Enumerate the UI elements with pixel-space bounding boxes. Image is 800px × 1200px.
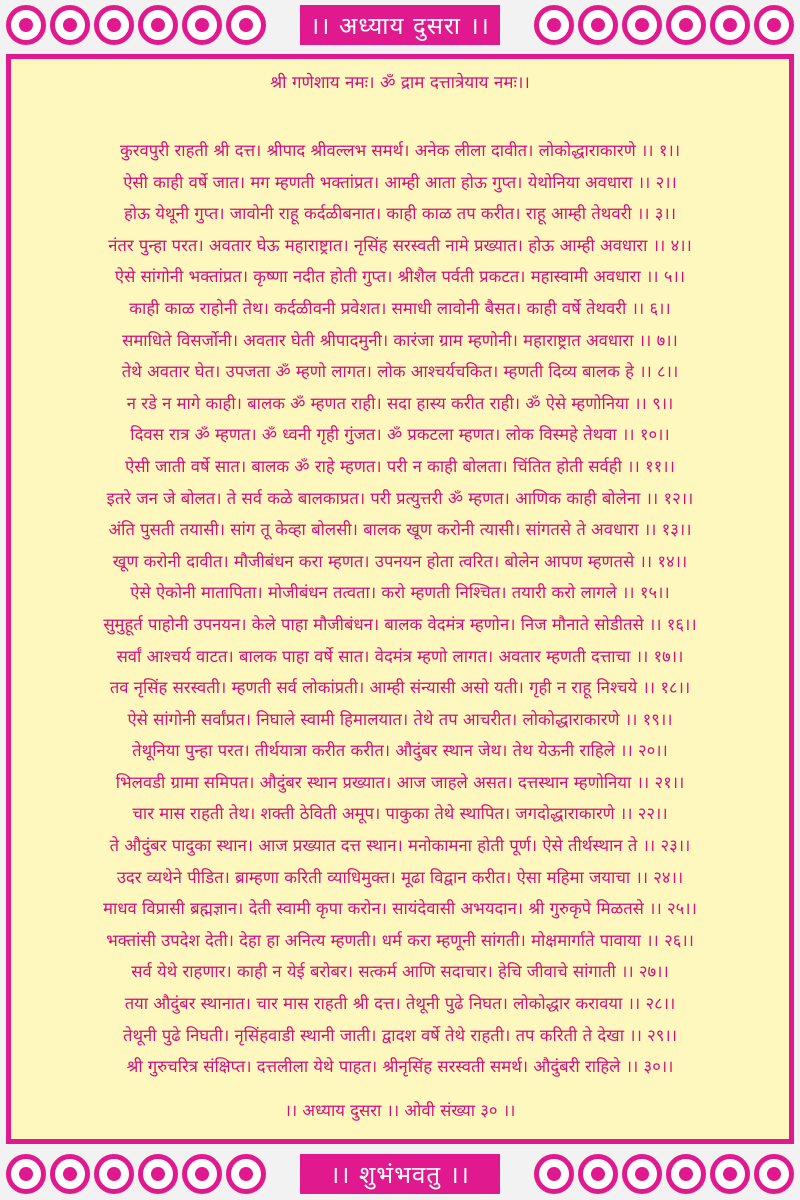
footer-ornament-right	[528, 1154, 800, 1194]
verse-line: कुरवपुरी राहती श्री दत्त। श्रीपाद श्रीवल्लभ समर्थ। अनेक लीला दावीत। लोकोद्धाराकारणे ।। १।।	[119, 141, 681, 160]
ring-ornament-icon	[182, 1154, 222, 1194]
verse-line: सर्वां आश्चर्य वाटत। बालक पाहा वर्षे सात। वेदमंत्र म्हणो लागत। अवतार म्हणती दत्ताचा ।। १७।।	[116, 646, 684, 666]
verse-line: ते औदुंबर पादुका स्थान। आज प्रख्यात दत्त स्थान। मनोकामना होती पूर्ण। ऐसे तीर्थस्थान ते ।। २३।।	[109, 836, 691, 856]
ring-ornament-icon	[534, 5, 574, 45]
verse-line: तेथूनिया पुन्हा परत। तीर्थयात्रा करीत करीत। औदुंबर स्थान जेथ। तेथ येऊनी राहिले ।। २०।।	[132, 741, 668, 761]
ring-ornament-icon	[226, 5, 266, 45]
ring-ornament-icon	[666, 1154, 706, 1194]
ring-ornament-icon	[754, 5, 794, 45]
text-panel	[6, 54, 794, 1144]
verse-line: चार मास राहती तेथ। शक्ती ठेविती अमूप। पाकुका तेथे स्थापित। जगदोद्धाराकारणे ।। २२।।	[132, 804, 668, 824]
verse-line: ऐसी काही वर्षे जात। मग म्हणती भक्तांप्रत। आम्ही आता होऊ गुप्त। येथोनिया अवधारा ।। २।।	[123, 172, 677, 192]
header-band	[0, 0, 800, 50]
ring-ornament-icon	[578, 1154, 618, 1194]
ring-ornament-icon	[622, 5, 662, 45]
verse-line: सर्व येथे राहणार। काही न येई बरोबर। सत्कर्म आणि सदाचार। हेचि जीवाचे सांगाती ।। २७।।	[131, 962, 669, 982]
ring-ornament-icon	[94, 5, 134, 45]
ring-ornament-icon	[182, 5, 222, 45]
ring-ornament-icon	[138, 5, 178, 45]
header-ornament-right	[528, 5, 800, 45]
verse-line: खूण करोनी दावीत। मौजीबंधन करा म्हणत। उपनयन होता त्वरित। बोलेन आपण म्हणतसे ।। १४।।	[112, 551, 688, 571]
header-ornament-left	[0, 5, 272, 45]
verse-line: तेथे अवतार घेत। उपजता ॐ म्हणो लागत। लोक आश्चर्यचकित। म्हणती दिव्य बालक हे ।। ८।।	[121, 362, 679, 382]
ring-ornament-icon	[94, 1154, 134, 1194]
ring-ornament-icon	[754, 1154, 794, 1194]
verse-line: समाधिते विसर्जोनी। अवतार घेती श्रीपादमुनी। कारंजा ग्राम म्हणोनी। महाराष्ट्रात अवधारा ।। ७।।	[122, 330, 678, 350]
verse-list	[11, 135, 789, 1083]
content-area	[11, 59, 789, 1139]
blessing-banner: ।। शुभंभवतु ।।	[300, 1154, 500, 1194]
chapter-title-banner: ।। अध्याय दुसरा ।।	[300, 5, 500, 45]
verse-line: भक्तांसी उपदेश देती। देहा हा अनित्य म्हणती। धर्म करा म्हणूनी सांगती। मोक्षमार्गाते पावाया ।। २६।।	[106, 930, 694, 950]
verse-line: ऐसे सांगोनी सर्वांप्रत। निघाले स्वामी हिमालयात। तेथे तप आचरीत। लोकोद्धाराकारणे ।। १९।।	[127, 709, 673, 729]
ring-ornament-icon	[666, 5, 706, 45]
verse-line: नंतर पुन्हा परत। अवतार घेऊ महाराष्ट्रात। नृसिंह सरस्वती नामे प्रख्यात। होऊ आम्ही अवधारा ।। ४।।	[108, 235, 692, 255]
verse-line: इतरे जन जे बोलत। ते सर्व कळे बालकाप्रत। परी प्रत्युत्तरी ॐ म्हणत। आणिक काही बोलेना ।। १२।।	[106, 488, 694, 508]
verse-line: तव नृसिंह सरस्वती। म्हणती सर्व लोकांप्रती। आम्ही संन्यासी असो यती। गृही न राहू निश्चये ।। १८।।	[109, 678, 691, 698]
ring-ornament-icon	[6, 5, 46, 45]
verse-line: दिवस रात्र ॐ म्हणत। ॐ ध्वनी गृही गुंजत। ॐ प्रकटला म्हणत। लोक विस्महे तेथवा ।। १०।।	[130, 425, 670, 445]
ring-ornament-icon	[6, 1154, 46, 1194]
verse-line: उदर व्यथेने पीडित। ब्राम्हणा करिती व्याधिमुक्त। मूढा विद्वान करीत। ऐसा महिमा जयाचा ।। २४।।	[116, 867, 684, 887]
verse-line: माधव विप्रासी ब्रह्मज्ञान। देती स्वामी कृपा करोन। सायंदेवासी अभयदान। श्री गुरुकृपे मिळतसे ।। २५।।	[103, 899, 697, 919]
verse-line: सुमुहूर्त पाहोनी उपनयन। केले पाहा मौजीबंधन। बालक वेदमंत्र म्हणोन। निज मौनाते सोडीतसे ।। १६।।	[103, 614, 697, 634]
verse-line: न रडे न मागे काही। बालक ॐ म्हणत राही। सदा हास्य करीत राही। ॐ ऐसे म्हणोनिया ।। ९।।	[126, 393, 674, 413]
footer-ornament-left	[0, 1154, 272, 1194]
ring-ornament-icon	[578, 5, 618, 45]
chapter-closing-line: ।। अध्याय दुसरा ।। ओवी संख्या ३० ।।	[284, 1101, 516, 1120]
verse-line: होऊ येथूनी गुप्त। जावोनी राहू कर्दळीबनात। काही काळ तप करीत। राहू आम्ही तेथवरी ।। ३।।	[123, 204, 677, 224]
invocation-line: श्री गणेशाय नमः। ॐ द्राम दत्तात्रेयाय नमः।।	[270, 73, 530, 93]
verse-line: श्री गुरुचरित्र संक्षिप्त। दत्तलीला येथे पाहत। श्रीनृसिंह सरस्वती समर्थ। औदुंबरी राहिले ।। ३०।।	[126, 1057, 674, 1077]
verse-line: अंति पुसती तयासी। सांग तू केव्हा बोलसी। बालक खूण करोनी त्यासी। सांगतसे ते अवधारा ।। १३।।	[108, 520, 692, 540]
ring-ornament-icon	[138, 1154, 178, 1194]
ring-ornament-icon	[226, 1154, 266, 1194]
ring-ornament-icon	[622, 1154, 662, 1194]
verse-line: ऐसे ऐकोनी मातापिता। मोजीबंधन तत्वता। करो म्हणती निश्चित। तयारी करो लागले ।। १५।।	[130, 583, 670, 603]
footer-band	[0, 1148, 800, 1200]
verse-line: ऐसी जाती वर्षे सात। बालक ॐ राहे म्हणत। परी न काही बोलता। चिंतित होती सर्वही ।। ११।।	[125, 456, 675, 476]
verse-line: ऐसे सांगोनी भक्तांप्रत। कृष्णा नदीत होती गुप्त। श्रीशैल पर्वती प्रकटत। महास्वामी अवधारा ।। ५।।	[114, 267, 686, 287]
ring-ornament-icon	[710, 1154, 750, 1194]
ring-ornament-icon	[534, 1154, 574, 1194]
verse-line: भिलवडी ग्रामा समिपत। औदुंबर स्थान प्रख्यात। आज जाहले असत। दत्तस्थान म्हणोनिया ।। २१।।	[115, 772, 685, 792]
verse-line: काही काळ राहोनी तेथ। कर्दळीवनी प्रवेशत। समाधी लावोनी बैसत। काही वर्षे तेथवरी ।। ६।।	[129, 298, 671, 318]
verse-line: तया औदुंबर स्थानात। चार मास राहती श्री दत्त। तेथूनी पुढे निघत। लोकोद्धार करावया ।। २८।।	[124, 994, 676, 1014]
verse-line: तेथूनी पुढे निघती। नृसिंहवाडी स्थानी जाती। द्वादश वर्षे तेथे राहती। तप करिती ते देखा ।। २९।।	[122, 1025, 677, 1045]
ring-ornament-icon	[50, 1154, 90, 1194]
ring-ornament-icon	[710, 5, 750, 45]
ring-ornament-icon	[50, 5, 90, 45]
